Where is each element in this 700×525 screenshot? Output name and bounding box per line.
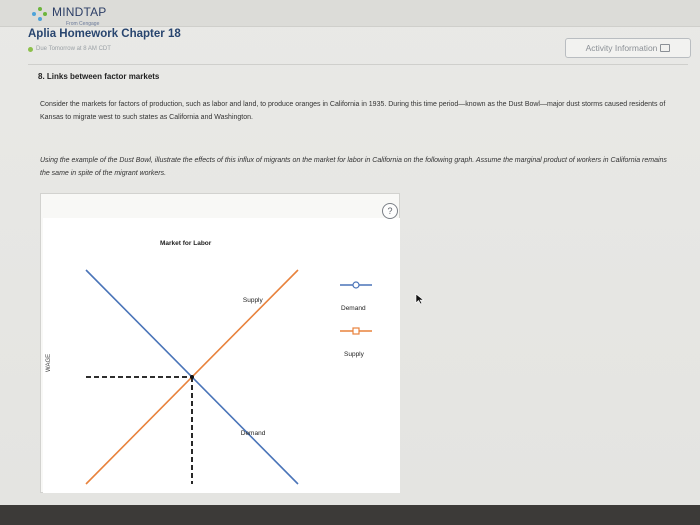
question-instructions: Using the example of the Dust Bowl, illustrate the effects of this influx of migrants on the market for labor in California on the following graph. Assume the marginal product of workers in California remains the same in spite of the migrant workers. [40,157,667,177]
logo-text: MINDTAP [52,5,107,19]
mouse-cursor-icon [415,293,425,305]
question-paragraph: Consider the markets for factors of production, such as labor and land, to produce oranges in California in 1935. During this time period—known as the Dust Bowl—major dust storms caused residents of Kansas to migrate west to such states as California and Washington. [40,101,666,121]
question-title: 8. Links between factor markets [38,72,160,81]
legend-supply-marker-icon [353,328,359,334]
demand-curve-label: Demand [240,429,266,437]
monitor-bezel [0,505,700,525]
due-text: Due Tomorrow at 8 AM CDT [36,46,111,52]
legend-demand-marker-icon [353,282,359,288]
legend-demand-label: Demand [341,305,366,312]
help-icon[interactable]: ? [382,203,398,219]
logo-subtext: From Cengage [66,21,100,27]
y-axis-label: WAGE [46,353,52,372]
equilibrium-point [190,375,194,379]
supply-curve-label: Supply [242,297,263,305]
page-title: Aplia Homework Chapter 18 [28,28,181,40]
chart-title: Market for Labor [160,240,212,247]
legend-supply-label: Supply [344,351,364,358]
activity-information-label: Activity Information [585,43,658,53]
